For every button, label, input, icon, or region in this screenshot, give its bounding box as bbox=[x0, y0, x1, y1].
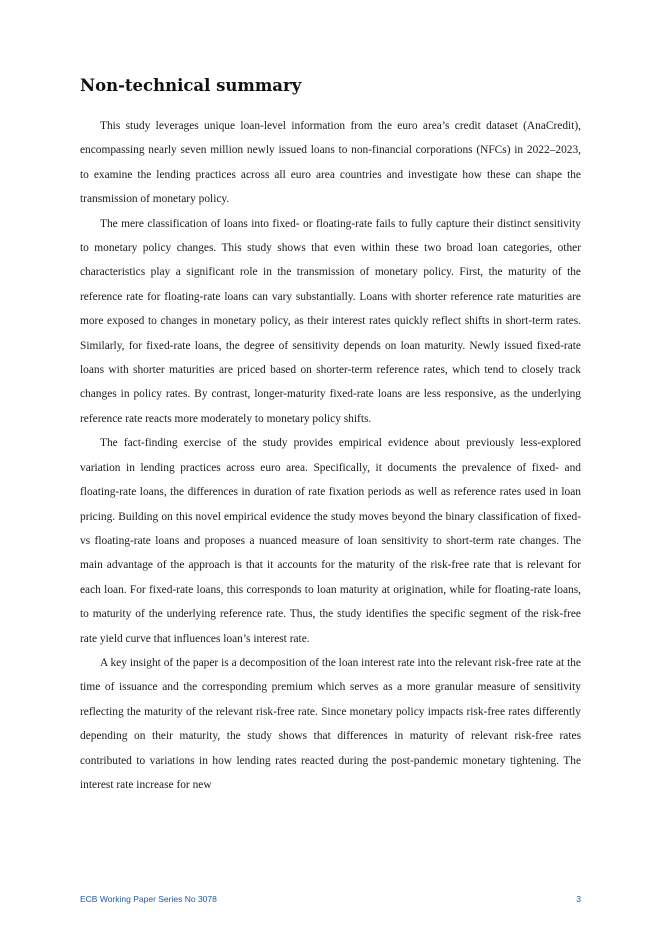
footer-series-label: ECB Working Paper Series No 3078 bbox=[80, 894, 217, 904]
paragraph-3: The fact-finding exercise of the study provides empirical evidence about previously less-explored variation in lending practices across euro area. Specifically, it documents the prevalence of fixed- and floating-rate loans, the differences in duration of rate fixation periods as well as reference rates used in loan pricing. Building on this novel empirical evidence the study moves beyond the binary classification of fixed- vs floating-rate loans and proposes a nuanced measure of loan sensitivity to short-term rate changes. The main advantage of the approach is that it accounts for the maturity of the risk-free rate that is relevant for each loan. For fixed-rate loans, this corresponds to loan maturity at origination, while for floating-rate loans, to maturity of the underlying reference rate. Thus, the study identifies the specific segment of the risk-free rate yield curve that influences loan’s interest rate. bbox=[80, 437, 581, 645]
summary-body bbox=[80, 114, 581, 797]
section-heading: Non-technical summary bbox=[80, 76, 302, 95]
footer-page-number: 3 bbox=[576, 894, 581, 904]
paragraph-4: A key insight of the paper is a decomposition of the loan interest rate into the relevant risk-free rate at the time of issuance and the corresponding premium which serves as a more granular measure of sensitivity reflecting the maturity of the relevant risk-free rate. Since monetary policy impacts risk-free rates differently depending on their maturity, the study shows that differences in maturity of relevant risk-free rates contributed to variations in how lending rates reacted during the post-pandemic monetary tightening. The interest rate increase for new bbox=[80, 656, 581, 791]
paragraph-2: The mere classification of loans into fixed- or floating-rate fails to fully capture their distinct sensitivity to monetary policy changes. This study shows that even within these two broad loan categories, other characteristics play a significant role in the transmission of monetary policy. First, the maturity of the reference rate for floating-rate loans can vary substantially. Loans with shorter reference rate maturities are more exposed to changes in monetary policy, as their interest rates quickly reflect shifts in short-term rates. Similarly, for fixed-rate loans, the degree of sensitivity depends on loan maturity. Newly issued fixed-rate loans with shorter maturities are priced based on shorter-term reference rates, which tend to closely track changes in policy rates. By contrast, longer-maturity fixed-rate loans are less responsive, as the underlying reference rate reacts more moderately to monetary policy shifts. bbox=[80, 217, 581, 425]
paragraph-1: This study leverages unique loan-level information from the euro area’s credit dataset (AnaCredit), encompassing nearly seven million newly issued loans to non-financial corporations (NFCs) in 2022–2023, to examine the lending practices across all euro area countries and investigate how these can shape the transmission of monetary policy. bbox=[80, 120, 581, 206]
